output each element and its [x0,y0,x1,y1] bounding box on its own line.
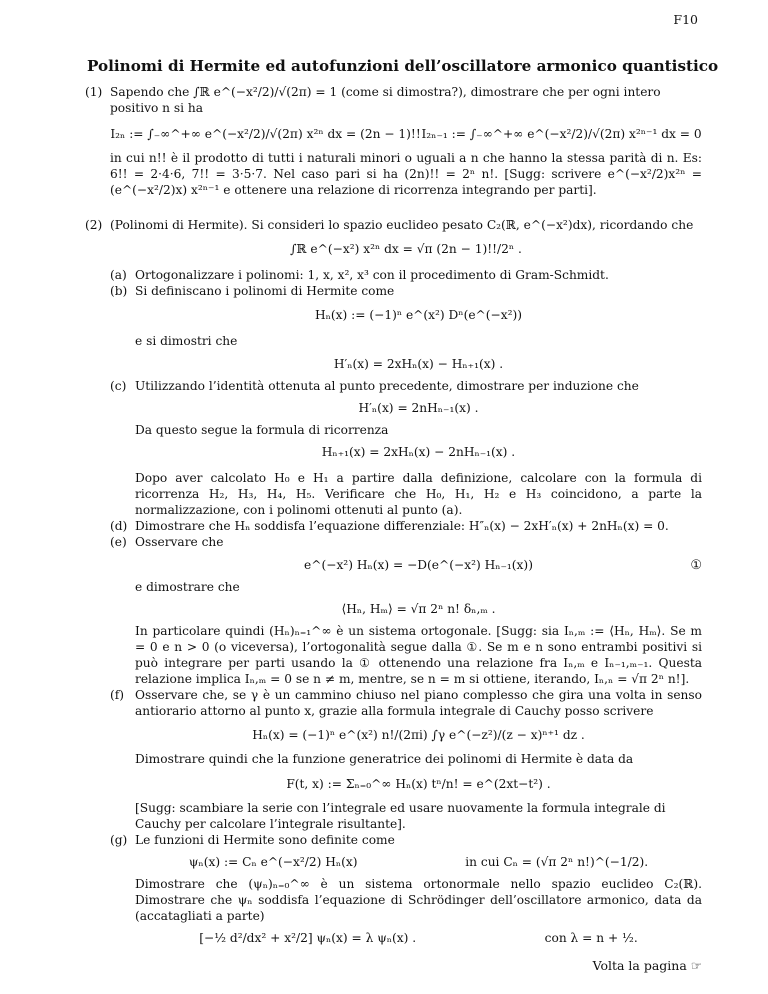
item-f [110,687,702,832]
item-b-label: (b) [110,284,128,299]
item-g-label: (g) [110,832,128,847]
item-f-text3: [Sugg: scambiare la serie con l’integrale ed usare nuovamente la formula integrale di Cauchy per calcolare l’integrale risultante]. [135,800,666,831]
item-g-text: Le funzioni di Hermite sono definite come [135,832,395,847]
item-c-text2: Da questo segue la formula di ricorrenza [135,422,389,437]
equation-1-tag: ① [690,557,702,573]
item-a-text: Ortogonalizzare i polinomi: 1, x, x², x³ con il procedimento di Gram-Schmidt. [135,268,609,283]
footer-turn-page: Volta la pagina ☞ [592,957,702,973]
equation-hermite-functions [135,854,702,870]
item-c [110,378,702,519]
equation-derivative-induction: H′ₙ(x) = 2nHₙ₋₁(x) . [358,400,479,415]
exercise-2-number: (2) [85,218,103,232]
exercise-1-intro: Sapendo che ∫ℝ e^(−x²/2)/√(2π) = 1 (come si dimostra?), dimostrare che per ogni intero positivo n si ha [110,85,661,116]
item-e-text3: In particolare quindi (Hₙ)ₙ₌₁^∞ è un sistema ortogonale. [Sugg: sia Iₙ,ₘ := ⟨Hₙ, Hₘ⟩. Se m = 0 e n > 0 (o viceversa), l’ortogonalità segue dalla ①. Se m e n sono entrambi positivi si può integrare per parti usando la ① ottenendo una relazione fra Iₙ,ₘ e Iₙ₋₁,ₘ₋₁. Questa relazione implica Iₙ,ₘ = 0 se n ≠ m, mentre, se n = m si ottiene, iterando, Iₙ,ₙ = √π 2ⁿ n!]. [135,623,702,687]
item-d-text: Dimostrare che Hₙ soddisfa l’equazione differenziale: H″ₙ(x) − 2xH′ₙ(x) + 2nHₙ(x) = 0. [135,519,669,534]
item-b [110,283,702,371]
equation-eigenvalue: con λ = n + ½. [544,931,638,946]
equation-normalization: in cui Cₙ = (√π 2ⁿ n!)^(−1/2). [465,854,649,869]
item-e-text: Osservare che [135,535,224,550]
item-c-label: (c) [110,378,127,393]
item-e [110,534,702,687]
equation-odd: I₂ₙ₋₁ := ∫₋∞^+∞ e^(−x²/2)/√(2π) x²ⁿ⁻¹ dx = 0 [421,127,702,142]
equation-schrodinger-body: [−½ d²/dx² + x²/2] ψₙ(x) = λ ψₙ(x) . [199,931,417,946]
item-b-text: Si definiscano i polinomi di Hermite come [135,284,395,299]
exercise-2 [85,217,702,952]
equation-schrodinger [135,930,702,946]
item-g [110,832,702,947]
equation-weight: ∫ℝ e^(−x²) x²ⁿ dx = √π (2n − 1)!!/2ⁿ . [290,242,522,257]
equation-hermite-derivative: H′ₙ(x) = 2xHₙ(x) − Hₙ₊₁(x) . [333,356,504,371]
equation-1 [135,557,702,573]
item-c-text3: Dopo aver calcolato H₀ e H₁ a partire dalla definizione, calcolare con la formula di ricorrenza H₂, H₃, H₄, H₅. Verificare che H₀, H₁, H₂ e H₃ coincidono, a parte la normalizzazione, con i polinomi ottenuti al punto (a). [135,471,702,518]
page-title: Polinomi di Hermite ed autofunzioni dell’oscillatore armonico quantistico [87,57,719,75]
item-d [110,518,702,534]
equation-generating-function: F(t, x) := Σₙ₌₀^∞ Hₙ(x) tⁿ/n! = e^(2xt−t²) . [286,776,551,791]
exercise-1-equations [110,126,702,142]
equation-psi: ψₙ(x) := Cₙ e^(−x²/2) Hₙ(x) [188,854,358,869]
item-f-text: Osservare che, se γ è un cammino chiuso nel piano complesso che gira una volta in senso antiorario attorno al punto x, grazie alla formula integrale di Cauchy posso scrivere [135,688,702,719]
exercise-1 [85,84,702,199]
equation-even: I₂ₙ := ∫₋∞^+∞ e^(−x²/2)/√(2π) x²ⁿ dx = (2n − 1)!! [110,127,421,142]
page-number: F10 [673,12,698,27]
equation-recurrence: Hₙ₊₁(x) = 2xHₙ(x) − 2nHₙ₋₁(x) . [321,444,516,459]
item-e-text2: e dimostrare che [135,579,240,594]
exercise-1-number: (1) [85,85,103,99]
equation-1-body: e^(−x²) Hₙ(x) = −D(e^(−x²) Hₙ₋₁(x)) [304,557,533,572]
item-a-label: (a) [110,268,127,283]
item-f-label: (f) [110,688,125,703]
item-c-text: Utilizzando l’identità ottenuta al punto precedente, dimostrare per induzione che [135,378,639,393]
item-e-label: (e) [110,535,127,550]
item-f-text2: Dimostrare quindi che la funzione generatrice dei polinomi di Hermite è data da [135,752,634,767]
exercise-2-intro: (Polinomi di Hermite). Si consideri lo spazio euclideo pesato C₂(ℝ, e^(−x²)dx), ricordando che [110,218,694,232]
exercise-1-text: in cui n!! è il prodotto di tutti i naturali minori o uguali a n che hanno la stessa parità di n. Es: 6!! = 2·4·6, 7!! = 3·5·7. Nel caso pari si ha (2n)!! = 2ⁿ n!. [Sugg: scrivere e^(−x²/2)x²ⁿ = (e^(−x²/2)x) x²ⁿ⁻¹ e ottenere una relazione di ricorrenza integrando per parti]. [110,151,702,198]
item-d-label: (d) [110,519,128,534]
equation-cauchy: Hₙ(x) = (−1)ⁿ e^(x²) n!/(2πi) ∫γ e^(−z²)/(z − x)ⁿ⁺¹ dz . [252,728,585,743]
equation-hermite-def: Hₙ(x) := (−1)ⁿ e^(x²) Dⁿ(e^(−x²)) [315,308,522,323]
equation-orthogonality: ⟨Hₙ, Hₘ⟩ = √π 2ⁿ n! δₙ,ₘ . [341,601,496,616]
item-a [110,267,702,283]
item-g-text2: Dimostrare che (ψₙ)ₙ₌₀^∞ è un sistema ortonormale nello spazio euclideo C₂(ℝ). Dimostrare che ψₙ soddisfa l’equazione di Schrödinger dell’oscillatore armonico, data da (accatagliati a parte) [135,877,702,924]
item-b-text2: e si dimostri che [135,334,238,349]
